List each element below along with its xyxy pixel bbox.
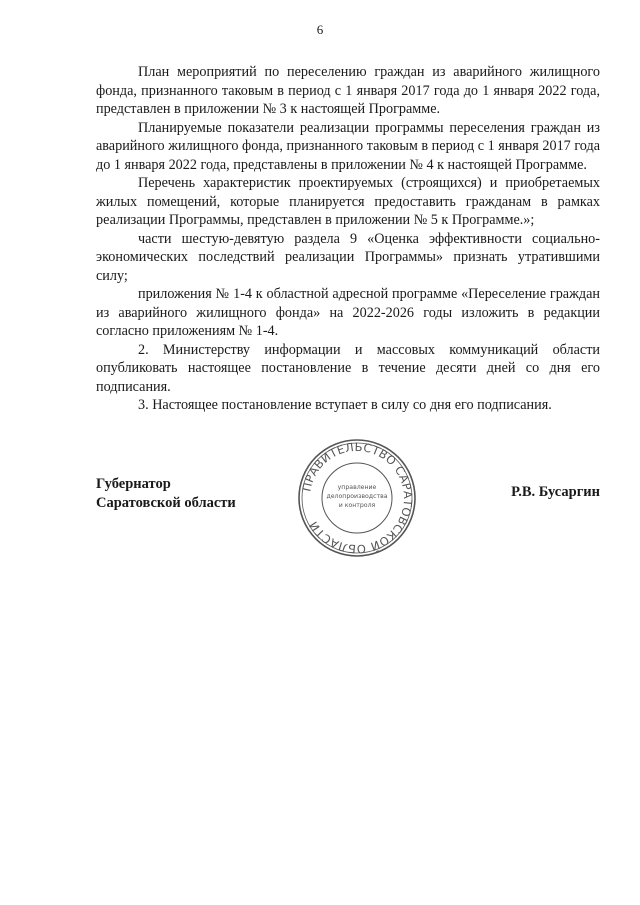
page-number: 6 — [316, 22, 324, 37]
seal-inner-line3: и контроля — [338, 502, 376, 509]
official-seal — [296, 437, 418, 559]
paragraph-annexes-amendment: приложения № 1-4 к областной адресной программе «Переселение граждан из аварийного жилищного фонда» на 2022-2026 годы изложить в редакции согласно приложениям № 1-4. — [96, 286, 600, 339]
paragraph-planned-indicators: Планируемые показатели реализации программы переселения граждан из аварийного жилищного фонда, признанного таковым в период с 1 января 2017 года до 1 января 2022 года, представлены в приложении № 4 к настоящей Программе. — [96, 119, 600, 173]
signatory-title-line1: Губернатор — [96, 476, 171, 492]
signatory-title-line2: Саратовской области — [96, 495, 236, 511]
paragraph-housing-characteristics: Перечень характеристик проектируемых (строящихся) и приобретаемых жилых помещений, которые планируется предоставить гражданам в рамках реализации Программы, представлен в приложении № 5 к Программе.»; — [96, 175, 600, 228]
paragraph-publication-order: 2. Министерству информации и массовых коммуникаций области опубликовать настоящее постановление в течение десяти дней со дня его подписания. — [96, 341, 600, 395]
document-body — [96, 63, 600, 415]
paragraph-entry-into-force: 3. Настоящее постановление вступает в силу со дня его подписания. — [138, 397, 552, 413]
paragraph-section-9-repeal: части шестую-девятую раздела 9 «Оценка эффективности социально-экономических последствий реализации Программы» признать утратившими силу; — [96, 230, 600, 284]
paragraph-relocation-plan: План мероприятий по переселению граждан из аварийного жилищного фонда, признанного таковым в период с 1 января 2017 года до 1 января 2022 года, представлен в приложении № 3 к настоящей Программе. — [96, 64, 600, 117]
seal-ring-text: ПРАВИТЕЛЬСТВО САРАТОВСКОЙ ОБЛАСТИ — [299, 439, 416, 557]
signatory-title — [96, 475, 236, 513]
seal-stamp-graphic — [296, 437, 418, 559]
seal-inner-line2: делопроизводства — [326, 493, 388, 500]
seal-inner-line1: управление — [337, 484, 377, 491]
signatory-name: Р.В. Бусаргин — [511, 484, 600, 500]
